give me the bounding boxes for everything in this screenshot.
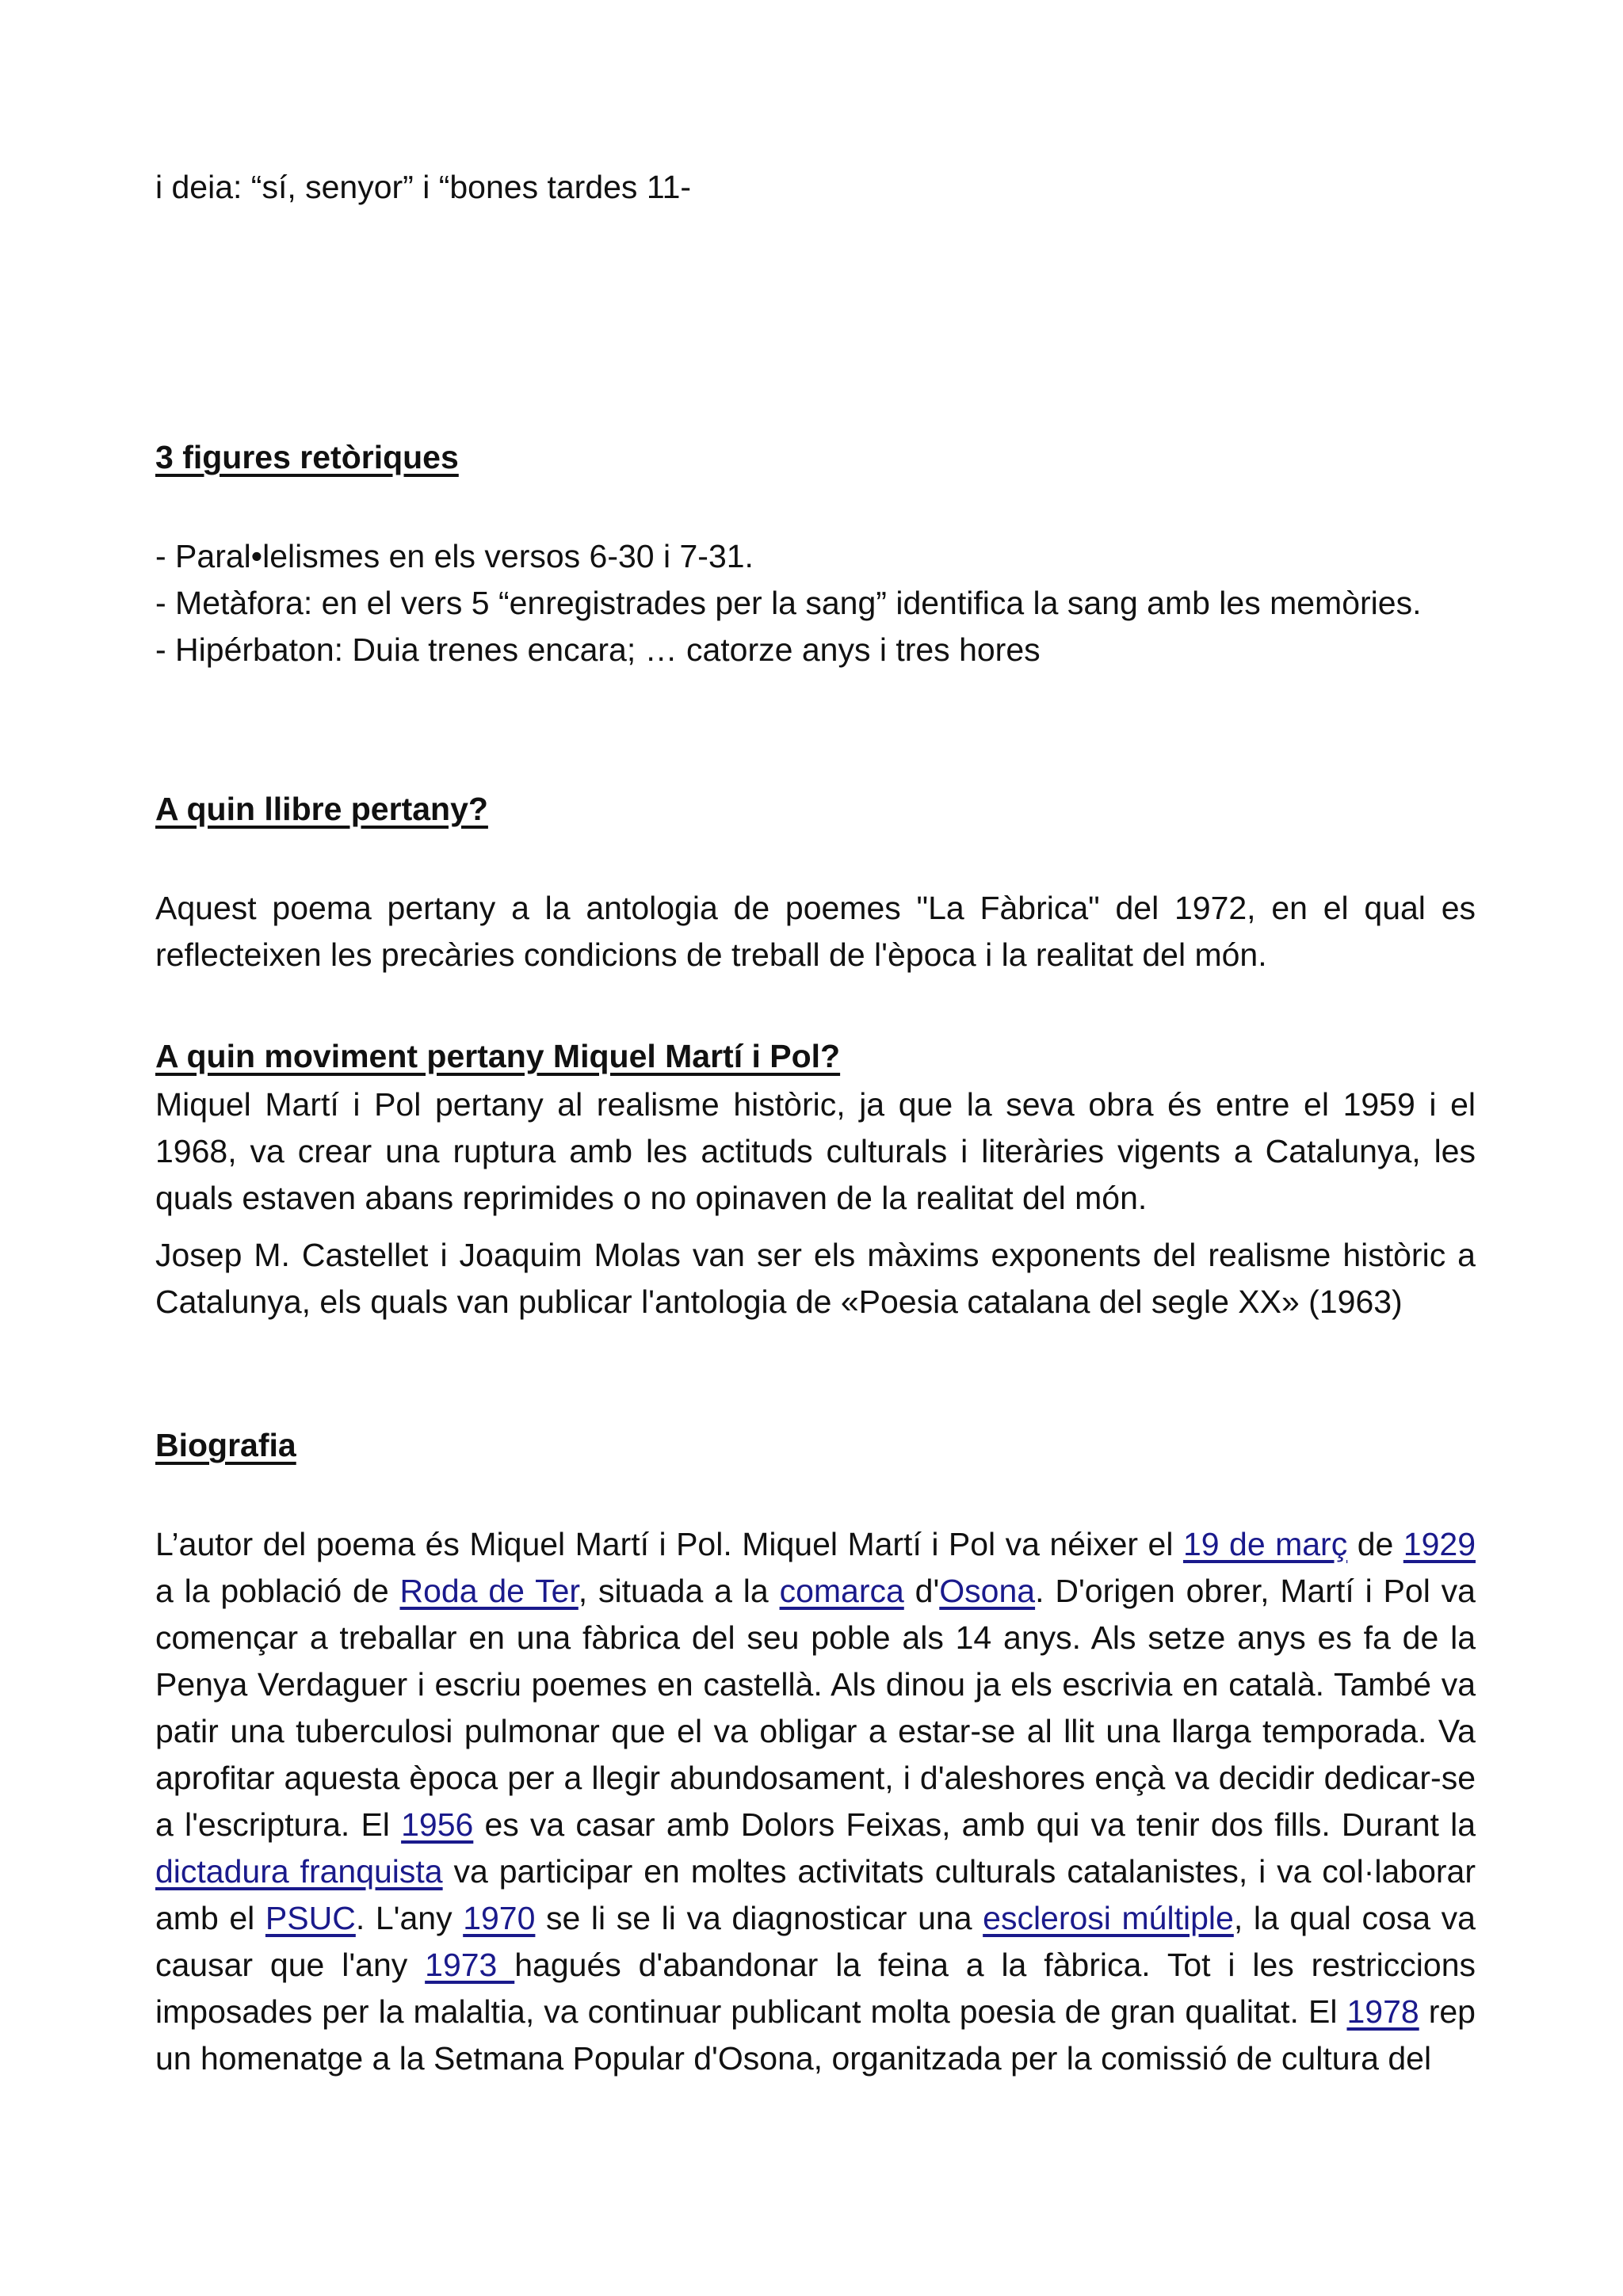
link-roda-de-ter[interactable]: Roda de Ter: [399, 1573, 579, 1609]
link-esclerosi-multiple[interactable]: esclerosi múltiple: [983, 1900, 1234, 1936]
movement-heading: A quin moviment pertany Miquel Martí i Pol?: [155, 1038, 841, 1074]
bio-text: L’autor del poema és Miquel Martí i Pol. Miquel Martí i Pol va néixer el: [155, 1526, 1183, 1562]
link-19-de-marc[interactable]: 19 de març: [1182, 1526, 1348, 1562]
bio-text: . D'origen obrer, Martí i Pol va començar a treballar en una fàbrica del seu poble als 14 anys. Als setze anys es fa de la Penya Verdaguer i escriu poemes en castellà. Als dinou ja els escrivia en català. També va patir una tuberculosi pulmonar que el va obligar a estar-se al llit una llarga temporada. Va aprofitar aquesta època per a llegir abundosament, i d'aleshores ençà va decidir dedicar-se a l'escriptura. El: [155, 1573, 1476, 1843]
bio-text: d': [903, 1573, 940, 1609]
bio-text: rep un homenatge a la Setmana Popular d'Osona, organitzada per la comissió de cultura del: [155, 1993, 1476, 2077]
link-dictadura-franquista[interactable]: dictadura franquista: [155, 1853, 443, 1890]
bio-text: es va casar amb Dolors Feixas, amb qui va tenir dos fills. Durant la: [473, 1806, 1476, 1843]
bio-text: . L'any: [355, 1900, 464, 1936]
link-1929[interactable]: 1929: [1403, 1526, 1476, 1562]
link-1970[interactable]: 1970: [463, 1900, 536, 1936]
link-1978[interactable]: 1978: [1346, 1993, 1419, 2030]
book-heading: A quin llibre pertany?: [155, 791, 488, 827]
movement-paragraph-2: Josep M. Castellet i Joaquim Molas van ser els màxims exponents del realisme històric a Catalunya, els quals van publicar l'antologia de «Poesia catalana del segle XX» (1963): [155, 1237, 1476, 1320]
link-comarca[interactable]: comarca: [779, 1573, 904, 1609]
bio-paragraph: [155, 1521, 1476, 2082]
figure-item-parallelism: - Paral•lelismes en els versos 6-30 i 7-31.: [155, 538, 754, 574]
bio-text: se li se li va diagnosticar una: [535, 1900, 983, 1936]
figure-item-metaphor: - Metàfora: en el vers 5 “enregistrades per la sang” identifica la sang amb les memòries.: [155, 585, 1422, 621]
figure-item-hyperbaton: - Hipérbaton: Duia trenes encara; … catorze anys i tres hores: [155, 631, 1041, 668]
link-1973[interactable]: 1973: [425, 1947, 515, 1983]
link-osona[interactable]: Osona: [939, 1573, 1036, 1609]
link-psuc[interactable]: PSUC: [265, 1900, 356, 1936]
figures-heading: 3 figures retòriques: [155, 439, 459, 475]
bio-text: , situada a la: [578, 1573, 780, 1609]
bio-text: de: [1347, 1526, 1403, 1562]
bio-text: hagués d'abandonar la feina a la fàbrica. Tot i les restriccions imposades per la malaltia, va continuar publicant molta poesia de gran qualitat. El: [155, 1947, 1476, 2030]
bio-heading: Biografia: [155, 1427, 296, 1463]
bio-text: a la població de: [155, 1573, 400, 1609]
link-1956[interactable]: 1956: [401, 1806, 474, 1843]
movement-paragraph-1: Miquel Martí i Pol pertany al realisme històric, ja que la seva obra és entre el 1959 i el 1968, va crear una ruptura amb les actituds culturals i literàries vigents a Catalunya, les quals estaven abans reprimides o no opinaven de la realitat del món.: [155, 1086, 1476, 1216]
figures-list: [155, 533, 1476, 673]
intro-line: i deia: “sí, senyor” i “bones tardes 11-: [155, 169, 692, 205]
book-paragraph: Aquest poema pertany a la antologia de poemes "La Fàbrica" del 1972, en el qual es reflecteixen les precàries condicions de treball de l'època i la realitat del món.: [155, 890, 1476, 973]
bio-text: , la qual cosa va causar que l'any: [155, 1900, 1476, 1983]
bio-text: va participar en moltes activitats culturals catalanistes, i va col·laborar amb el: [155, 1853, 1476, 1936]
